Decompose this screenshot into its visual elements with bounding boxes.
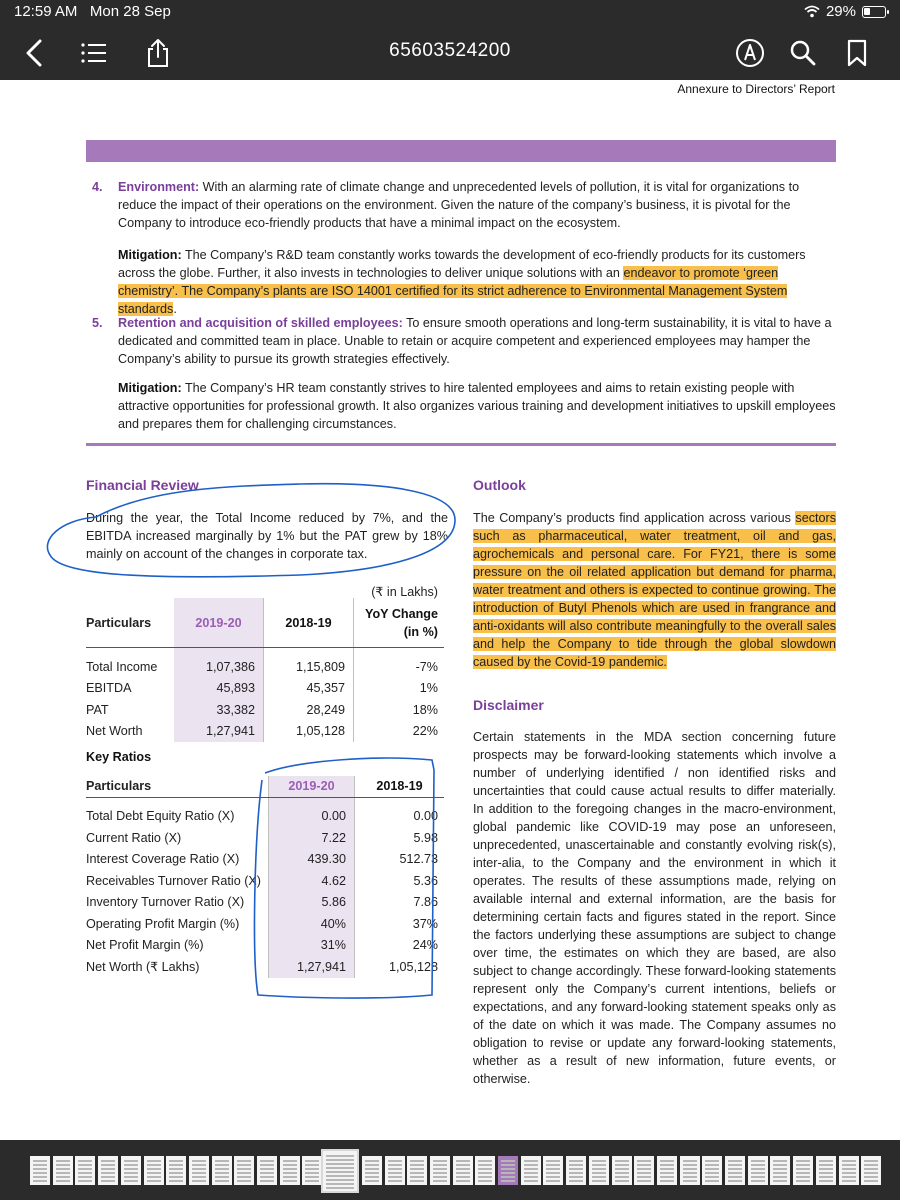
col-header: 2018-19 — [376, 779, 423, 794]
page-thumbnail[interactable] — [839, 1156, 859, 1185]
page-thumbnail[interactable] — [475, 1156, 495, 1185]
page-thumbnail[interactable] — [748, 1156, 768, 1185]
page-thumbnail[interactable] — [30, 1156, 50, 1185]
page-thumbnail[interactable] — [498, 1156, 518, 1185]
table-row: EBITDA 45,893 45,357 1% — [86, 678, 444, 700]
highlighted-text: endeavor to promote ‘green chemistry’. The Company’s plants are ISO 14001 certified for its strict adherence to Environmental Management System standards — [118, 266, 788, 316]
risk-item-environment — [92, 178, 836, 232]
page-thumbnail[interactable] — [323, 1151, 357, 1191]
page-thumbnail[interactable] — [75, 1156, 95, 1185]
table-header-row — [86, 776, 444, 798]
page-thumbnail[interactable] — [121, 1156, 141, 1185]
col-header: 2018-19 — [264, 598, 354, 647]
page-thumbnail[interactable] — [407, 1156, 427, 1185]
page-thumbnail[interactable] — [657, 1156, 677, 1185]
page-thumbnail[interactable] — [680, 1156, 700, 1185]
page-thumbnail[interactable] — [362, 1156, 382, 1185]
page-thumbnail[interactable] — [566, 1156, 586, 1185]
pdf-page[interactable] — [0, 80, 900, 1140]
markup-button[interactable] — [732, 34, 768, 72]
back-icon — [25, 39, 43, 67]
table-row: Receivables Turnover Ratio (X) 4.62 5.36 — [86, 870, 444, 892]
risk-number: 5. — [92, 316, 103, 330]
page-thumbnail[interactable] — [816, 1156, 836, 1185]
page-thumbnail[interactable] — [385, 1156, 405, 1185]
financial-review-text: During the year, the Total Income reduced by 7%, and the EBITDA increased marginally by 1% but the PAT grew by 18% mainly on account of the changes in corporate tax. — [86, 511, 448, 561]
risk-mitigation-environment: Mitigation: The Company’s R&D team constantly works towards the development of eco-friendly products for its customers across the globe. Further, it also invests in technologies to deliver unique solutions with an endeavor to promote ‘green chemistry’. The Company’s plants are ISO 14001 certified for its strict adherence to Environmental Management System standards. — [118, 248, 806, 316]
disclaimer-heading: Disclaimer — [473, 697, 544, 713]
outline-list-button[interactable] — [78, 34, 110, 72]
table-row: Total Income 1,07,386 1,15,809 -7% — [86, 656, 444, 678]
page-thumbnail[interactable] — [453, 1156, 473, 1185]
mitigation-label: Mitigation: — [118, 248, 182, 262]
page-thumbnail[interactable] — [725, 1156, 745, 1185]
table-row: Current Ratio (X) 7.22 5.98 — [86, 827, 444, 849]
document-title: 65603524200 — [389, 40, 511, 61]
table-row: Net Worth (₹ Lakhs) 1,27,941 1,05,128 — [86, 956, 444, 978]
mitigation-text: The Company’s R&D team constantly works towards the development of eco-friendly products for its customers across the globe. Further, it also invests in technologies to deliver unique solutions with an — [118, 248, 806, 280]
highlighted-text: sectors such as pharmaceutical, water treatment, oil and gas, agrochemicals and personal care. For FY21, there is some pressure on the oil related application but demand for pharma, water treatment and others is expected to continue growing. The introduction of Butyl Phenols which are used in frangrance and anti-oxidants will also contribute meaningfully to the overall sales and help the Company to tide through the global slowdown caused by the Covid-19 pandemic. — [473, 511, 836, 669]
col-header: 2019-20 — [268, 776, 355, 797]
mitigation-text: The Company’s HR team constantly strives to hire talented employees and aims to retain existing people with attractive opportunities for professional growth. It also organizes various training and development initiatives to upskill employees and prepares them for challenging circumstances. — [118, 381, 836, 431]
risk-heading: Retention and acquisition of skilled employees: — [118, 316, 403, 330]
risk-text: With an alarming rate of climate change and unprecedented levels of pollution, it is vital for organizations to reduce the impact of their operations on the environment. Given the nature of the company’s business, it is pivotal for the Company to introduce eco-friendly products that have a minimal impact on the ecosystem. — [118, 180, 800, 230]
battery-icon — [862, 6, 886, 18]
section-band — [86, 140, 836, 162]
page-thumbnail[interactable] — [521, 1156, 541, 1185]
risk-text: To ensure smooth operations and long-term sustainability, it is vital to have a dedicated and committed team in place. Unable to retain or acquire competent and experienced employees may hamper the Company’s ability to pursue its growth strategies effectively. — [118, 316, 832, 366]
col-header: 2019-20 — [174, 598, 264, 647]
wifi-icon — [804, 5, 820, 18]
page-thumbnail[interactable] — [634, 1156, 654, 1185]
share-icon — [145, 38, 171, 68]
risk-mitigation-employees — [118, 379, 836, 433]
financial-table — [86, 598, 444, 742]
battery-percent: 29% — [825, 3, 856, 20]
table-row: Total Debt Equity Ratio (X) 0.00 0.00 — [86, 806, 444, 828]
table-row: Net Profit Margin (%) 31% 24% — [86, 935, 444, 957]
disclaimer-text: Certain statements in the MDA section concerning future prospects may be forward-looking statements which involve a number of underlying identified / non identified risks and uncertainties that could cause actual results to differ materially. In addition to the foregoing changes in the macro-environment, global pandemic like COVID-19 may pose an unforeseen, unprecedented, unascertainable and constantly evolving risk(s), inter-alia, to the Company and the environment in which it operates. The results of these assumptions made, relying on available internal and external information, are the basis for determining certain facts and figures stated in the report. Since the factors underlying these assumptions are subject to change over time, the estimates on which they are based, are also subject to change accordingly. These forward-looking statements represent only the Company’s current intentions, beliefs or expectations, and any forward-looking statement speaks only as of the date on which it was made. The Company assumes no obligation to revise or update any forward-looking statements, whether as a result of new information, future events, or otherwise. — [473, 730, 836, 1086]
page-thumbnail[interactable] — [430, 1156, 450, 1185]
page-thumbnail[interactable] — [234, 1156, 254, 1185]
col-header: YoY Change (in %) — [364, 606, 438, 639]
back-button[interactable] — [18, 34, 50, 72]
table-row: Net Worth 1,27,941 1,05,128 22% — [86, 721, 444, 743]
markup-pen-icon — [735, 38, 765, 68]
page-thumbnail[interactable] — [189, 1156, 209, 1185]
app-toolbar — [0, 0, 900, 80]
page-thumbnail[interactable] — [98, 1156, 118, 1185]
risk-heading: Environment: — [118, 180, 200, 194]
bookmark-button[interactable] — [840, 34, 874, 72]
page-thumbnail[interactable] — [257, 1156, 277, 1185]
share-button[interactable] — [140, 34, 176, 72]
page-thumbnail[interactable] — [212, 1156, 232, 1185]
table-row: Inventory Turnover Ratio (X) 5.86 7.86 — [86, 892, 444, 914]
page-thumbnail[interactable] — [702, 1156, 722, 1185]
table-row: Operating Profit Margin (%) 40% 37% — [86, 913, 444, 935]
page-thumbnail[interactable] — [166, 1156, 186, 1185]
key-ratios-table — [86, 776, 444, 978]
outlook-heading: Outlook — [473, 477, 526, 493]
table-row: PAT 33,382 28,249 18% — [86, 699, 444, 721]
page-thumbnail[interactable] — [302, 1156, 322, 1185]
page-thumbnail[interactable] — [612, 1156, 632, 1185]
thumbnail-strip[interactable] — [0, 1140, 900, 1200]
bookmark-icon — [846, 39, 868, 67]
col-header: Particulars — [86, 779, 152, 794]
section-divider — [86, 443, 836, 446]
col-header: Particulars — [86, 615, 152, 630]
table-header-row — [86, 598, 444, 648]
table-row: Interest Coverage Ratio (X) 439.30 512.73 — [86, 849, 444, 871]
page-thumbnail[interactable] — [793, 1156, 813, 1185]
status-time: 12:59 AM Mon 28 Sep — [14, 3, 171, 20]
mitigation-label: Mitigation: — [118, 381, 182, 395]
key-ratios-heading: Key Ratios — [86, 750, 152, 764]
list-icon — [80, 41, 108, 65]
status-bar — [0, 3, 900, 23]
financial-review-heading: Financial Review — [86, 477, 199, 493]
page-thumbnail[interactable] — [543, 1156, 563, 1185]
page-thumbnail[interactable] — [770, 1156, 790, 1185]
page-thumbnail[interactable] — [861, 1156, 881, 1185]
page-thumbnail[interactable] — [144, 1156, 164, 1185]
search-icon — [789, 39, 817, 67]
header-note: Annexure to Directors’ Report — [677, 82, 835, 96]
unit-note: (₹ in Lakhs) — [371, 585, 438, 599]
page-thumbnail[interactable] — [280, 1156, 300, 1185]
page-thumbnail[interactable] — [53, 1156, 73, 1185]
risk-item-employees — [92, 314, 836, 368]
risk-number: 4. — [92, 180, 103, 194]
outlook-text: The Company’s products find application across various sectors such as pharmaceutical, water treatment, oil and gas, agrochemicals and personal care. For FY21, there is some pressure on the oil related application but demand for pharma, water treatment and others is expected to continue growing. The introduction of Butyl Phenols which are used in frangrance and anti-oxidants will also contribute meaningfully to the overall sales and help the Company to tide through the global slowdown caused by the Covid-19 pandemic. — [473, 511, 836, 669]
search-button[interactable] — [786, 34, 820, 72]
page-thumbnail[interactable] — [589, 1156, 609, 1185]
status-right — [804, 3, 886, 20]
